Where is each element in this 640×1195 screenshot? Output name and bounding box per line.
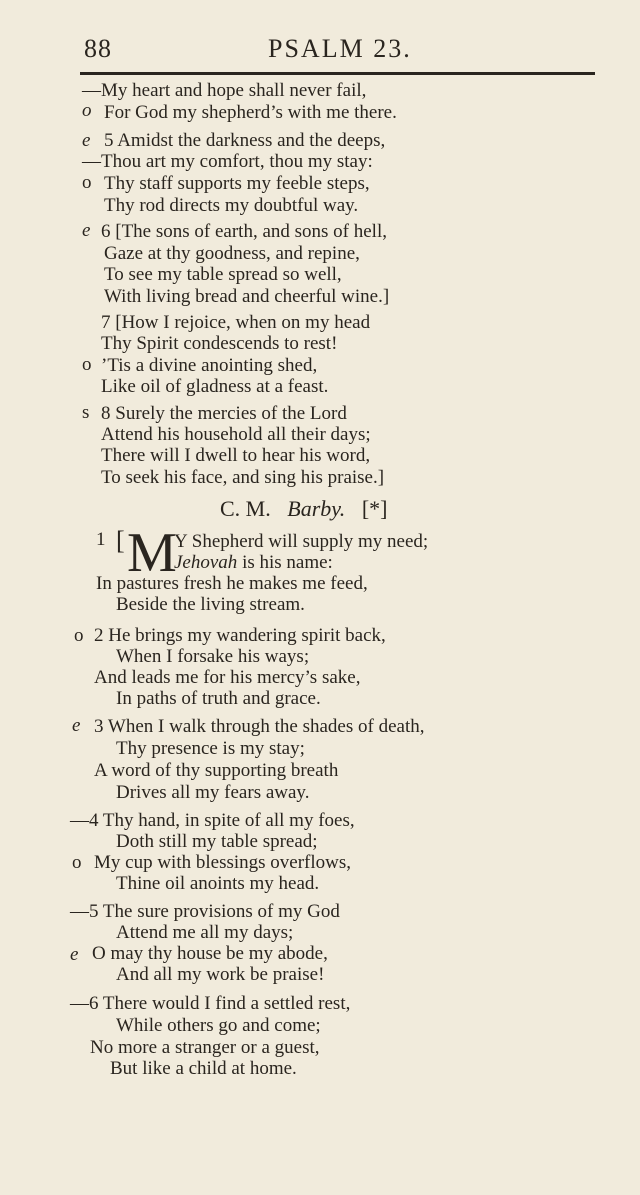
hymn-heading <box>220 496 387 522</box>
verse-line: Drives all my fears away. <box>116 782 310 803</box>
dynamic-mark: o <box>82 172 92 193</box>
verse-line: 8 Surely the mercies of the Lord <box>101 403 347 424</box>
verse-line: Doth still my table spread; <box>116 831 318 852</box>
dynamic-mark: o <box>72 852 82 873</box>
verse-line: Attend me all my days; <box>116 922 294 943</box>
verse-line: Beside the living stream. <box>116 594 305 615</box>
verse-line: Gaze at thy goodness, and repine, <box>104 243 360 264</box>
verse-line: Thy rod directs my doubtful way. <box>104 195 359 216</box>
divine-name: Jehovah <box>174 552 238 573</box>
running-title: PSALM 23. <box>268 34 412 63</box>
verse-line: —Thou art my comfort, thou my stay: <box>82 151 373 172</box>
verse-number: 1 <box>96 529 106 550</box>
verse-line: Thine oil anoints my head. <box>116 873 320 894</box>
verse-line: When I forsake his ways; <box>116 646 310 667</box>
verse-line: 6 [The sons of earth, and sons of hell, <box>101 221 387 242</box>
dynamic-mark: o <box>82 100 92 121</box>
meter-label: C. M. <box>220 496 271 521</box>
verse-line: Thy staff supports my feeble steps, <box>104 173 370 194</box>
verse-line: In pastures fresh he makes me feed, <box>96 573 368 594</box>
verse-line: Y Shepherd will supply my need; <box>174 531 429 552</box>
verse-line <box>174 552 333 574</box>
verse-line: O may thy house be my abode, <box>92 943 328 964</box>
dynamic-mark: s <box>82 402 90 423</box>
page-header <box>0 30 640 70</box>
header-rule <box>80 72 595 75</box>
dynamic-mark: o <box>74 625 84 646</box>
verse-line: But like a child at home. <box>110 1058 297 1079</box>
dynamic-mark: e <box>70 944 79 965</box>
verse-line: With living bread and cheerful wine.] <box>104 286 390 307</box>
verse-line: Thy Spirit condescends to rest! <box>101 333 338 354</box>
dynamic-mark: e <box>82 130 91 151</box>
verse-line: 3 When I walk through the shades of death, <box>94 716 425 737</box>
verse-line: To see my table spread so well, <box>104 264 342 285</box>
verse-line: —5 The sure provisions of my God <box>70 901 340 922</box>
verse-line: While others go and come; <box>116 1015 321 1036</box>
verse-line: —6 There would I find a settled rest, <box>70 993 351 1014</box>
verse-line: My cup with blessings overflows, <box>94 852 352 873</box>
page-number: 88 <box>84 34 112 63</box>
verse-line: —4 Thy hand, in spite of all my foes, <box>70 810 355 831</box>
tune-name: Barby. <box>287 496 346 521</box>
verse-line: And all my work be praise! <box>116 964 325 985</box>
verse-line-rest: is his name: <box>237 552 333 573</box>
verse-line: A word of thy supporting breath <box>94 760 339 781</box>
verse-line: 7 [How I rejoice, when on my head <box>101 312 371 333</box>
verse-line: In paths of truth and grace. <box>116 688 321 709</box>
verse-line: 2 He brings my wandering spirit back, <box>94 625 386 646</box>
verse-line: Thy presence is my stay; <box>116 738 305 759</box>
drop-cap: M <box>127 522 177 584</box>
verse-line: No more a stranger or a guest, <box>90 1037 320 1058</box>
open-bracket: [ <box>116 526 125 555</box>
dynamic-mark: e <box>82 220 91 241</box>
dynamic-mark: o <box>82 354 92 375</box>
verse-line: And leads me for his mercy’s sake, <box>94 667 361 688</box>
dynamic-mark: e <box>72 715 81 736</box>
verse-line: For God my shepherd’s with me there. <box>104 102 397 123</box>
verse-line: To seek his face, and sing his praise.] <box>101 467 385 488</box>
verse-line: There will I dwell to hear his word, <box>101 445 371 466</box>
verse-line: ’Tis a divine anointing shed, <box>101 355 318 376</box>
verse-line: —My heart and hope shall never fail, <box>82 80 367 101</box>
footnote-mark: [*] <box>361 496 388 521</box>
verse-line: Attend his household all their days; <box>101 424 371 445</box>
verse-line: 5 Amidst the darkness and the deeps, <box>104 130 386 151</box>
verse-line: Like oil of gladness at a feast. <box>101 376 329 397</box>
